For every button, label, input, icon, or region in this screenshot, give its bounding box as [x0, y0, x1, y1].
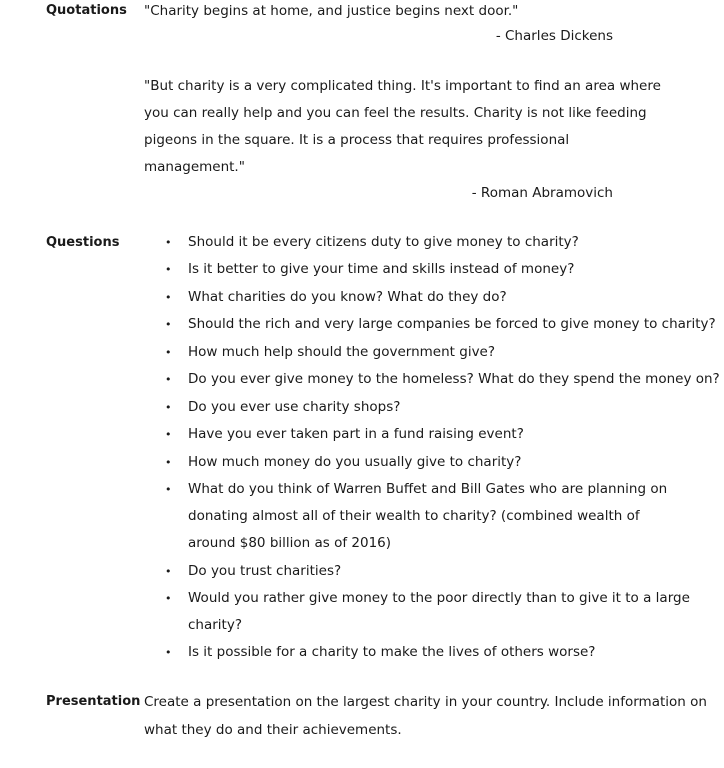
question-item-continuation: charity?	[188, 617, 242, 633]
bullet-icon: •	[165, 236, 172, 249]
quote-abramovich-line: "But charity is a very complicated thing. It's important to find an area where	[144, 78, 661, 94]
bullet-icon: •	[165, 401, 172, 414]
question-item: Is it possible for a charity to make the lives of others worse?	[188, 644, 596, 660]
bullet-icon: •	[165, 291, 172, 304]
quote-dickens-author: - Charles Dickens	[495, 28, 613, 44]
bullet-icon: •	[165, 318, 172, 331]
bullet-icon: •	[165, 646, 172, 659]
question-item-continuation: around $80 billion as of 2016)	[188, 535, 392, 551]
quote-abramovich-line: management."	[144, 159, 245, 175]
question-item: Is it better to give your time and skills instead of money?	[188, 261, 575, 277]
bullet-icon: •	[165, 428, 172, 441]
bullet-icon: •	[165, 373, 172, 386]
quote-abramovich-line: pigeons in the square. It is a process that requires professional	[144, 132, 570, 148]
quote-abramovich-author: - Roman Abramovich	[471, 185, 613, 201]
question-item: Do you ever use charity shops?	[188, 399, 401, 415]
presentation-text: Create a presentation on the largest charity in your country. Include information on	[144, 694, 707, 710]
quotations-heading: Quotations	[46, 3, 127, 18]
question-item: Should the rich and very large companies be forced to give money to charity?	[188, 316, 716, 332]
question-item: How much help should the government give?	[188, 344, 496, 360]
question-item: How much money do you usually give to charity?	[188, 454, 522, 470]
question-item: Do you ever give money to the homeless? What do they spend the money on?	[188, 371, 720, 387]
bullet-icon: •	[165, 263, 172, 276]
question-item: Do you trust charities?	[188, 563, 342, 579]
bullet-icon: •	[165, 346, 172, 359]
question-item: Have you ever taken part in a fund raising event?	[188, 426, 524, 442]
question-item: Should it be every citizens duty to give money to charity?	[188, 234, 579, 250]
presentation-heading: Presentation	[46, 694, 141, 709]
question-item: What charities do you know? What do they do?	[188, 289, 507, 305]
questions-heading: Questions	[46, 235, 120, 250]
question-item: What do you think of Warren Buffet and Bill Gates who are planning on	[188, 481, 668, 497]
question-item: Would you rather give money to the poor directly than to give it to a large	[188, 590, 690, 606]
question-item-continuation: donating almost all of their wealth to charity? (combined wealth of	[188, 508, 640, 524]
quote-abramovich-line: you can really help and you can feel the results. Charity is not like feeding	[144, 105, 647, 121]
quote-dickens-text: "Charity begins at home, and justice begins next door."	[144, 3, 519, 19]
bullet-icon: •	[165, 483, 172, 496]
bullet-icon: •	[165, 592, 172, 605]
bullet-icon: •	[165, 456, 172, 469]
presentation-text: what they do and their achievements.	[144, 722, 402, 738]
bullet-icon: •	[165, 565, 172, 578]
